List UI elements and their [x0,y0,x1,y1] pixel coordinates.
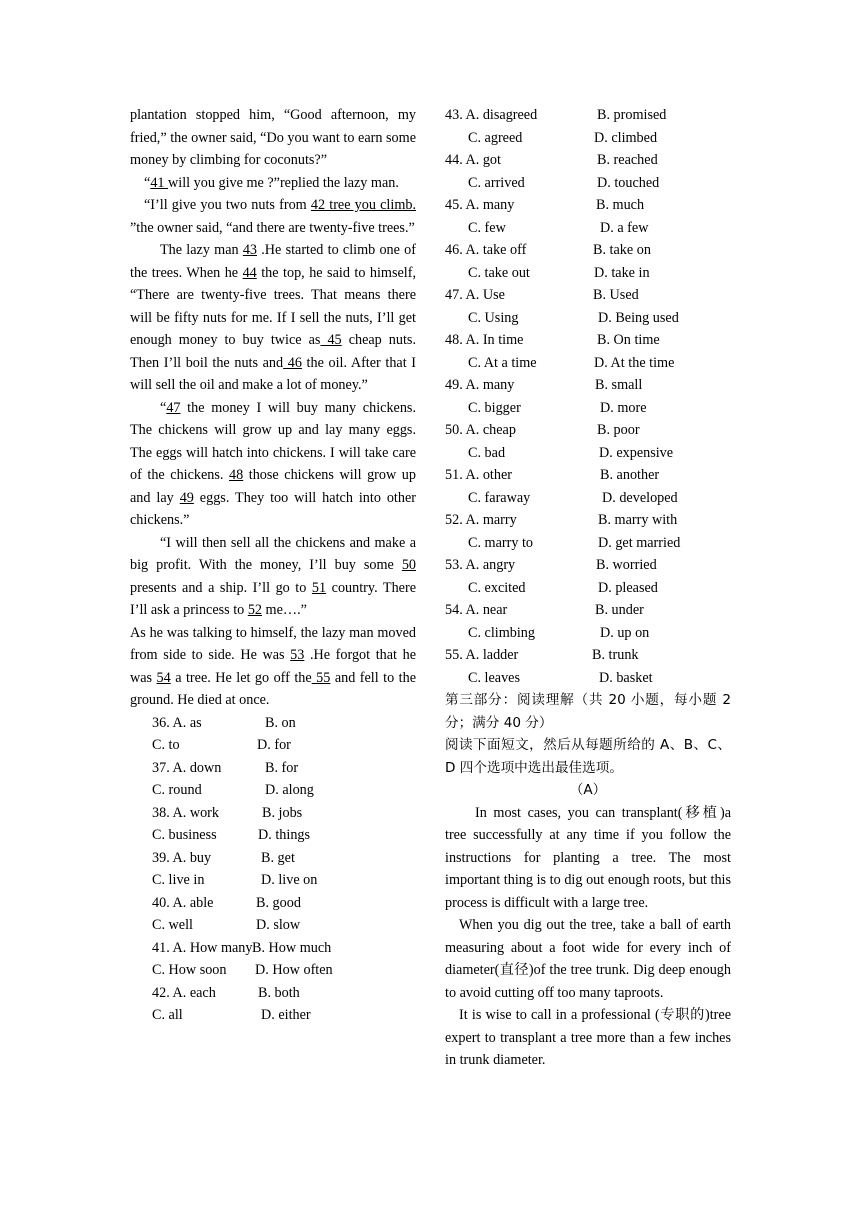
option-row [130,802,416,825]
option-row [445,194,731,217]
option-row [445,397,731,420]
option-c: C. arrived [468,174,525,191]
passage-paragraph-3: It is wise to call in a professional (专职的)tree expert to transplant a tree more than a few inches in trunk diameter. [445,1007,731,1068]
option-d: D. a few [600,219,649,236]
option-row [445,577,731,600]
option-d: D. slow [256,917,301,933]
blank-50: 50 [401,557,416,573]
option-a: 36. A. as [152,714,202,731]
story-paragraph-5: “47 the money I will buy many chickens. The chickens will grow up and lay many eggs. The eggs will hatch into chickens. I will take care of the chickens. 48 those chickens will grow up and lay 49 eggs. They too will hatch into other chickens.” [130,399,416,528]
option-c: C. faraway [468,489,531,506]
option-b: B. on [265,714,296,731]
option-b: B. much [596,197,645,213]
option-row [445,217,731,240]
option-a: 54. A. near [445,602,508,618]
option-c: C. agreed [468,129,523,146]
option-b: B. small [595,377,643,393]
option-row [130,712,416,735]
option-row [445,509,731,532]
option-c: C. Using [468,309,519,326]
blank-41: 41 [150,174,169,191]
left-column [130,104,416,1027]
blank-53: 53 [290,647,305,663]
option-a: 41. A. How many [152,939,253,956]
story-paragraph-4: The lazy man 43 .He started to climb one of the trees. When he 44 the top, he said to himself, “There are twenty-five trees. That means there will be fifty nuts for me. If I sell the nuts, I’ll get enough money to buy twice as 45 cheap nuts. Then I’ll boil the nuts and 46 the oil. After that I will sell the oil and make a lot of money.” [130,242,417,393]
option-d: D. climbed [594,129,658,146]
option-b: B. On time [597,332,660,348]
option-c: C. live in [152,872,205,888]
story-paragraph-7: As he was talking to himself, the lazy man moved from side to side. He was 53 .He forgot that he was 54 a tree. He let go off the 55 and fell to the ground. He died at once. [130,624,417,708]
option-d: D. developed [602,489,678,506]
option-a: 48. A. In time [445,332,524,348]
option-row [130,869,416,892]
option-c: C. bad [468,444,506,461]
option-row [130,824,416,847]
option-row [445,554,731,577]
passage-paragraph-1: In most cases, you can transplant(移植)a tree successfully at any time if you follow the instructions for planting a tree. The most important thing is to dig out enough roots, but this process is difficult with a large tree. [445,804,731,911]
option-row [445,599,731,622]
option-d: D. expensive [599,444,674,461]
option-a: 50. A. cheap [445,422,516,438]
option-c: C. leaves [468,669,521,686]
option-a: 44. A. got [445,152,501,168]
passage-paragraph-2: When you dig out the tree, take a ball of earth measuring about a foot wide for every inch of diameter(直径)of the tree trunk. Dig deep enough to avoid cutting off too many taproots. [445,917,731,1001]
option-b: B. Used [593,287,639,303]
option-d: D. How often [255,962,333,978]
section-heading: 第三部分：阅读理解（共 20 小题，每小题 2 分；满分 40 分） [445,692,731,731]
option-c: C. How soon [152,962,227,978]
option-b: B. another [600,467,660,483]
option-row [445,352,731,375]
blank-52: 52 [247,602,262,618]
option-c: C. well [152,917,193,933]
option-row [445,464,731,487]
option-d: D. more [600,399,647,416]
option-row [445,239,731,262]
option-a: 37. A. down [152,759,222,776]
option-a: 43. A. disagreed [445,107,538,123]
option-b: B. for [265,759,299,776]
option-d: D. for [257,737,291,753]
option-a: 52. A. marry [445,512,517,528]
blank-55: 55 [311,669,331,686]
option-a: 46. A. take off [445,242,527,258]
option-row [445,667,731,690]
option-b: B. take on [593,242,651,258]
option-b: B. poor [597,422,640,438]
options-43-55 [445,104,731,689]
right-column [445,104,731,1072]
option-b: B. under [595,602,644,618]
option-row [130,982,416,1005]
option-c: C. At a time [468,354,537,371]
blank-47: 47 [166,399,181,416]
blank-46: 46 [283,354,302,371]
option-row [445,374,731,397]
passage-label: （A） [569,782,607,798]
option-d: D. take in [594,264,650,281]
option-row [130,757,416,780]
option-c: C. business [152,827,217,843]
option-a: 47. A. Use [445,287,505,303]
option-row [445,442,731,465]
option-b: B. marry with [598,512,678,528]
blank-54: 54 [156,669,171,686]
option-c: C. take out [468,264,530,281]
option-a: 55. A. ladder [445,647,519,663]
options-36-42 [130,712,416,1027]
option-d: D. live on [261,872,318,888]
option-d: D. along [265,782,314,798]
option-d: D. up on [600,624,650,641]
option-row [130,1004,416,1027]
option-b: B. get [261,849,295,866]
option-row [130,914,416,937]
option-a: 42. A. each [152,984,216,1001]
option-c: C. marry to [468,534,534,551]
blank-45: 45 [320,332,342,348]
option-a: 39. A. buy [152,849,212,866]
option-d: D. get married [598,534,681,551]
option-a: 53. A. angry [445,557,516,573]
option-c: C. to [152,737,180,753]
option-row [130,847,416,870]
option-a: 51. A. other [445,467,512,483]
option-row [445,532,731,555]
option-row [445,622,731,645]
option-d: D. pleased [598,579,658,596]
story-paragraph-6: “I will then sell all the chickens and make a big profit. With the money, I’ll buy some 50 presents and a ship. I’ll go to 51 country. There I’ll ask a princess to 52 me….” [130,534,416,618]
option-row [445,149,731,172]
option-row [445,284,731,307]
option-row [130,734,416,757]
option-row [445,127,731,150]
option-c: C. climbing [468,624,535,641]
section-instruction: 阅读下面短文，然后从每题所给的 A、B、C、D 四个选项中选出最佳选项。 [445,737,731,776]
story-paragraph-1: plantation stopped him, “Good afternoon, my fried,” the owner said, “Do you want to earn some money by climbing for coconuts?” [130,107,416,168]
option-d: D. Being used [598,309,679,326]
option-row [445,487,731,510]
option-row [130,959,416,982]
option-b: B. jobs [262,804,303,821]
blank-42: 42 tree you climb. [310,197,416,213]
option-d: D. At the time [594,354,675,371]
option-a: 49. A. many [445,377,515,393]
option-row [445,644,731,667]
option-b: B. good [256,894,301,911]
option-b: B. worried [596,557,657,573]
option-b: B. trunk [592,647,639,663]
option-b: B. both [258,984,300,1001]
option-c: C. excited [468,579,526,596]
option-d: D. things [258,827,311,843]
story-paragraph-2: “41 will you give me ?”replied the lazy man. [144,174,399,191]
blank-51: 51 [311,579,327,596]
option-row [445,104,731,127]
option-a: 40. A. able [152,894,214,911]
blank-49: 49 [179,489,194,506]
option-a: 38. A. work [152,804,219,821]
option-row [130,937,416,960]
option-d: D. touched [597,174,660,191]
option-c: C. all [152,1007,183,1023]
option-row [445,329,731,352]
option-c: C. round [152,782,202,798]
option-row [445,262,731,285]
story-paragraph-3: “I’ll give you two nuts from 42 tree you climb. ”the owner said, “and there are twenty-five trees.” [130,197,416,236]
option-b: B. How much [252,939,332,956]
option-d: D. basket [599,669,653,686]
blank-44: 44 [242,264,257,281]
option-d: D. either [261,1007,311,1023]
option-row [130,779,416,802]
blank-43: 43 [242,242,258,258]
option-c: C. few [468,219,506,236]
option-c: C. bigger [468,399,521,416]
option-row [445,307,731,330]
blank-48: 48 [229,467,244,483]
option-row [445,172,731,195]
option-row [130,892,416,915]
option-b: B. reached [597,152,658,168]
option-a: 45. A. many [445,197,515,213]
option-b: B. promised [597,107,667,123]
option-row [445,419,731,442]
